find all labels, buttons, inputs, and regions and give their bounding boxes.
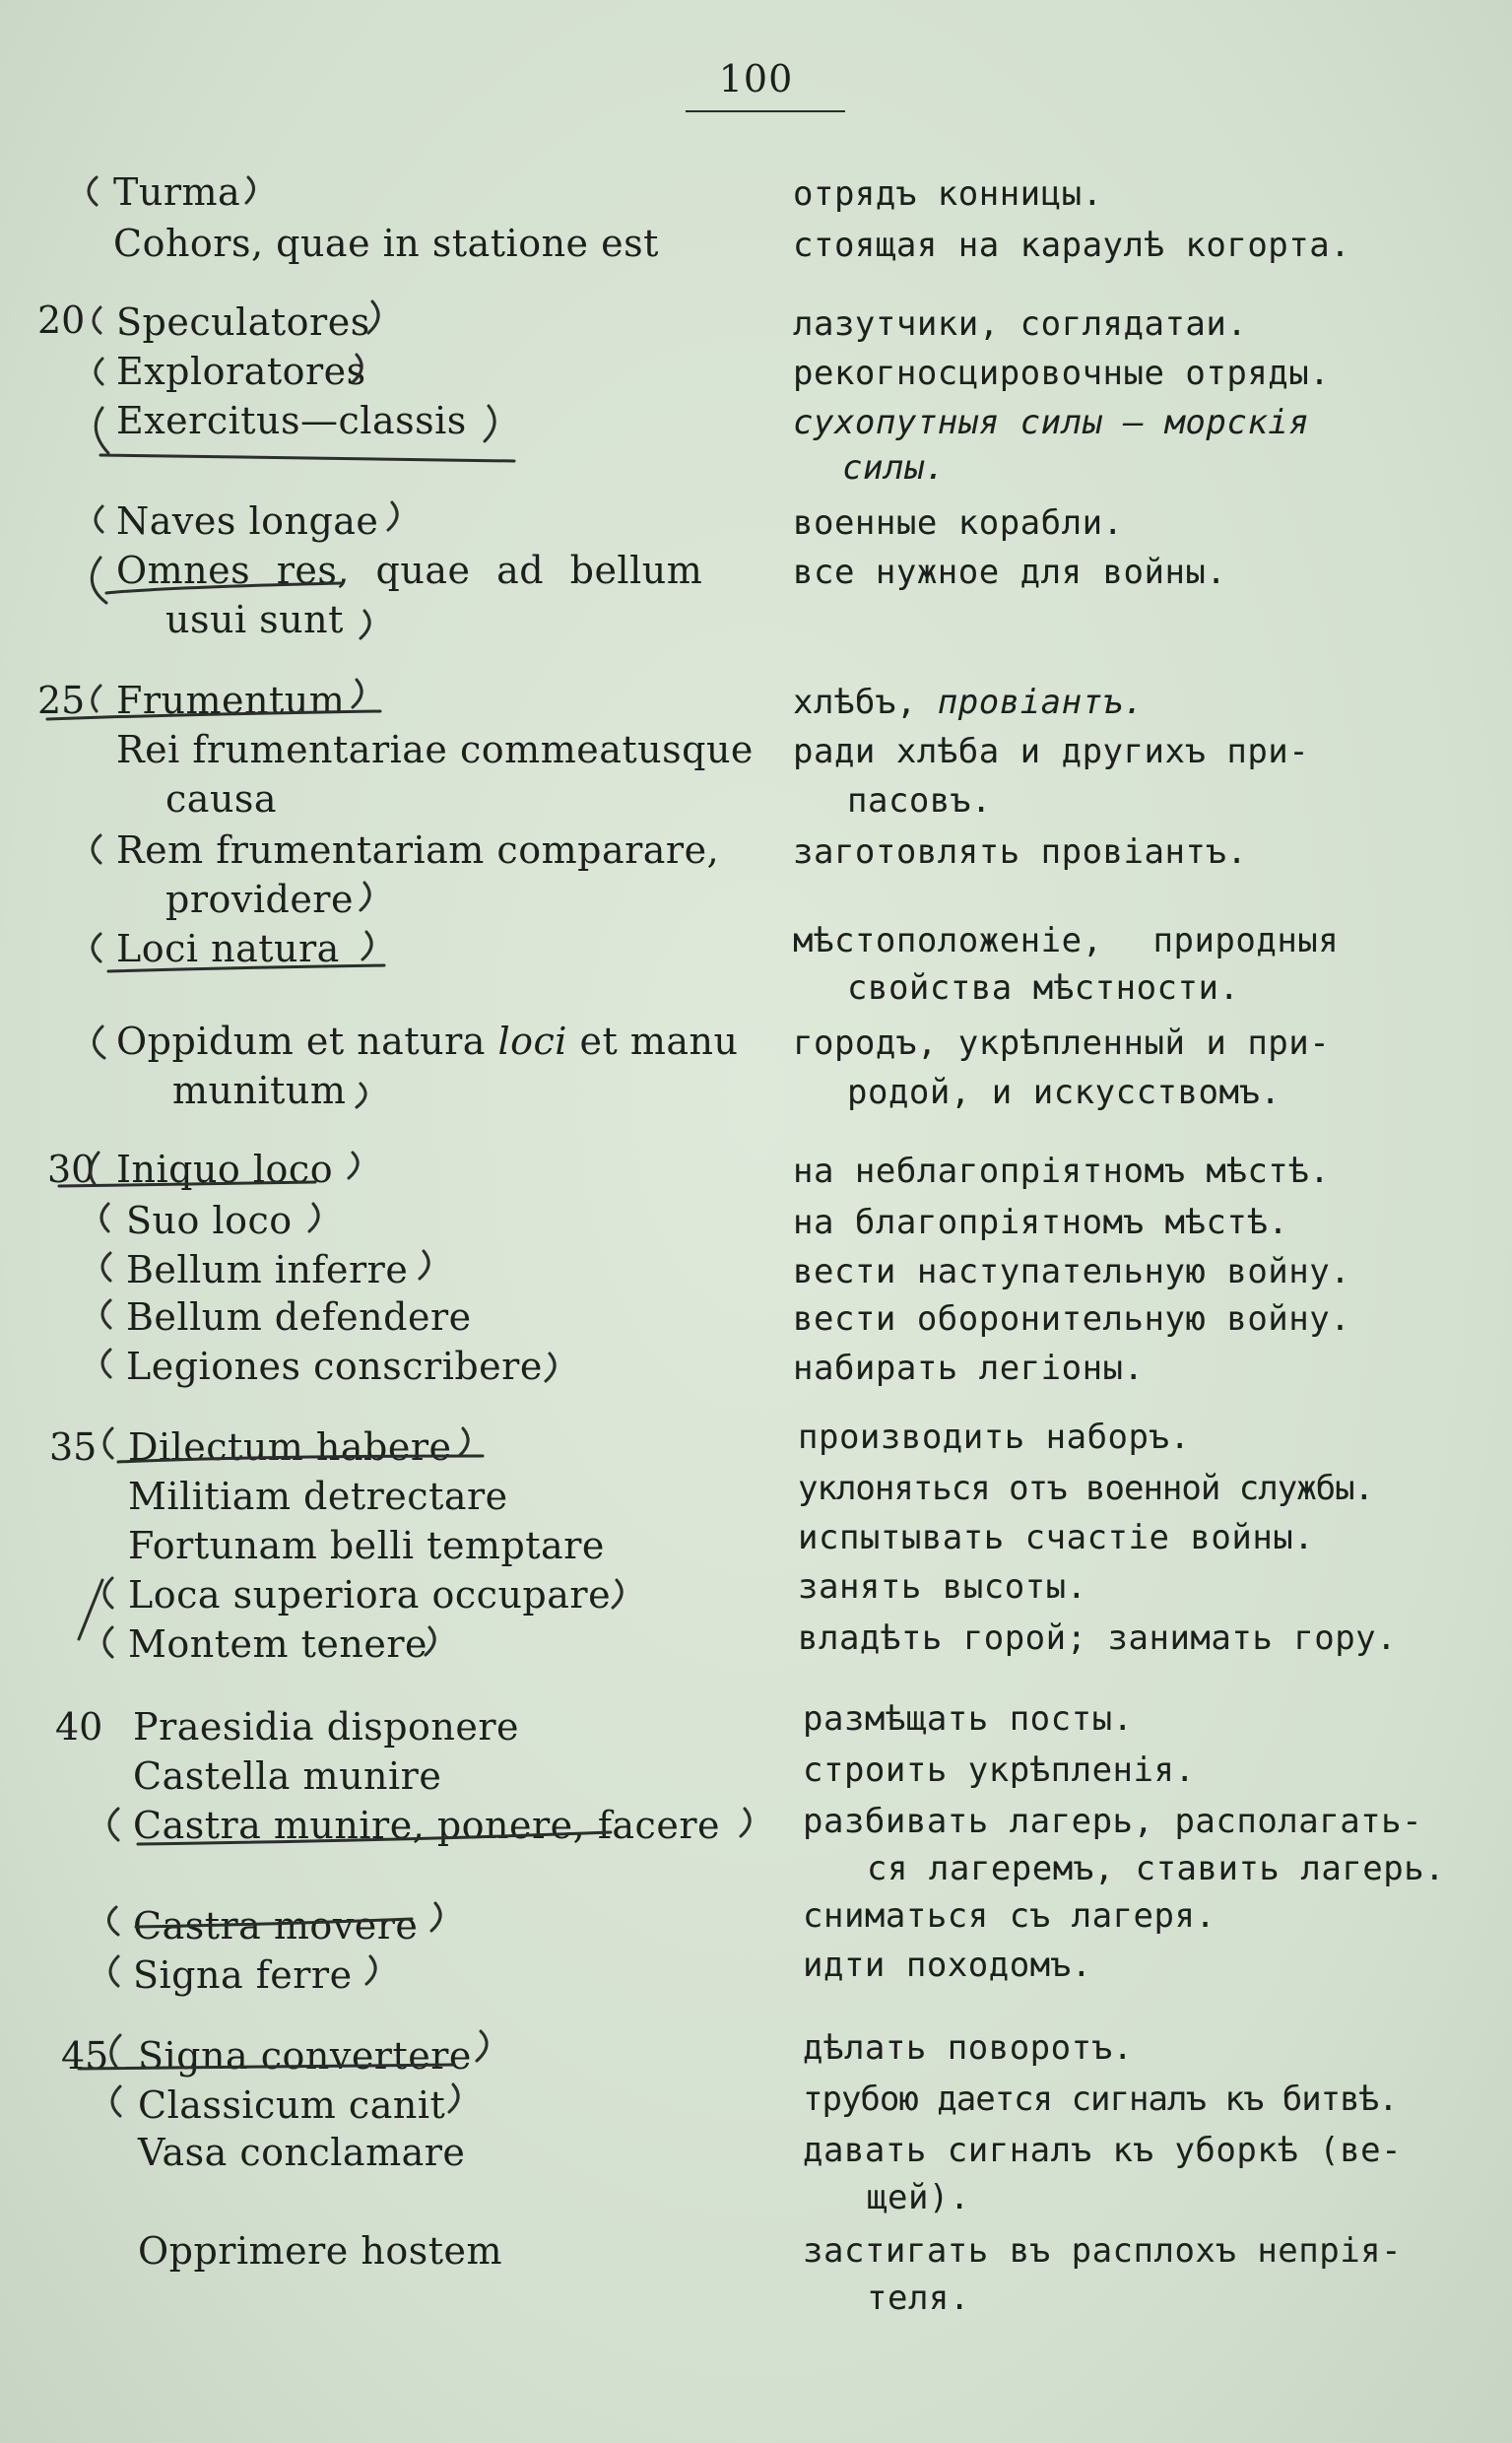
russian-translation: вести наступательную войну. [793,1252,1351,1291]
latin-term: Omnes res, quae ad bellum [116,549,703,592]
latin-term: Loci natura [116,927,340,970]
latin-term: Iniquo loco [116,1148,334,1191]
russian-translation-cont: свойства мѣстности. [847,968,1240,1008]
latin-part: et manu [566,1020,739,1063]
latin-term: Suo loco [126,1199,293,1242]
line-number: 20 [37,298,86,342]
page-number: 100 [718,57,794,100]
russian-translation: на неблагопріятномъ мѣстѣ. [793,1152,1331,1191]
russian-translation: набирать легіоны. [793,1349,1145,1388]
russian-translation: дѣлать поворотъ. [803,2028,1134,2068]
latin-term: Vasa conclamare [138,2131,466,2174]
russian-translation: отрядъ конницы. [793,174,1103,214]
russian-translation: давать сигналъ къ уборкѣ (ве- [803,2131,1403,2170]
header-rule [686,110,845,112]
russian-translation: идти походомъ. [803,1946,1092,1985]
latin-term: Rem frumentariam comparare, [116,828,720,872]
latin-italic-part: loci [497,1020,567,1063]
latin-term: Exercitus—classis [116,399,467,442]
line-number: 45 [61,2034,109,2078]
russian-translation-cont: теля. [867,2278,970,2318]
latin-part: Oppidum et natura [116,1020,498,1063]
russian-translation: строить укрѣпленія. [803,1750,1196,1790]
latin-term: Classicum canit [138,2083,446,2127]
russian-translation: разбивать лагерь, располагать- [803,1802,1423,1841]
russian-translation: сухопутныя силы — морскія [793,403,1310,442]
line-number: 25 [37,679,86,722]
latin-term: Bellum inferre [126,1248,409,1291]
russian-translation: размѣщать посты. [803,1699,1134,1739]
russian-translation: испытывать счастіе войны. [798,1518,1315,1557]
latin-term: Bellum defendere [126,1295,472,1339]
latin-term: Rei frumentariae commeatusque [116,728,754,771]
latin-term: Castra munire, ponere, facere [133,1804,720,1847]
latin-term: Signa convertere [138,2034,472,2078]
russian-translation: владѣть горой; занимать гору. [798,1618,1398,1658]
russian-translation: заготовлять провіантъ. [793,832,1248,872]
latin-term: Frumentum [116,679,346,722]
russian-translation: все нужное для войны. [793,553,1227,592]
latin-term: Exploratores [116,350,366,393]
latin-term-cont: usui sunt [165,598,344,641]
russian-translation: занять высоты. [798,1567,1087,1607]
latin-term: Signa ferre [133,1953,353,1997]
latin-term: Legiones conscribere [126,1345,543,1388]
russian-translation-cont: ся лагеремъ, ставить лагерь. [867,1849,1446,1888]
latin-term: Castra movere [133,1904,419,1948]
translation-part: хлѣбъ, [793,683,938,722]
latin-term: Castella munire [133,1754,442,1798]
latin-term: Speculatores [116,300,370,344]
russian-translation: сниматься съ лагеря. [803,1896,1216,1936]
russian-translation: городъ, укрѣпленный и при- [793,1023,1331,1063]
latin-term: Turma [113,170,241,214]
russian-translation: трубою дается сигналъ къ битвѣ. [803,2080,1398,2119]
russian-translation: застигать въ расплохъ непрія- [803,2231,1403,2271]
russian-translation: вести оборонительную войну. [793,1299,1351,1339]
russian-translation: ради хлѣба и другихъ при- [793,732,1310,771]
russian-translation-cont: родой, и искусствомъ. [847,1073,1282,1112]
latin-term-cont: causa [165,777,278,821]
russian-translation: военные корабли. [793,503,1124,543]
russian-translation: мѣстоположеніе, природныя [793,921,1340,960]
latin-term: Naves longae [116,499,379,543]
russian-translation: производить наборъ. [798,1418,1191,1457]
russian-translation-cont: силы. [842,448,946,488]
line-number: 40 [55,1705,103,1749]
russian-translation-cont: пасовъ. [847,781,992,821]
line-number: 30 [47,1148,96,1191]
latin-term [116,1019,739,1064]
line-number: 35 [49,1425,98,1469]
latin-term: Praesidia disponere [133,1705,520,1749]
latin-term: Fortunam belli temptare [128,1524,605,1567]
latin-term: Montem tenere [128,1622,428,1666]
russian-translation-cont: щей). [867,2178,970,2217]
russian-translation: лазутчики, соглядатаи. [793,304,1248,344]
russian-translation: рекогносцировочные отряды. [793,354,1331,393]
russian-translation: уклоняться отъ военной службы. [798,1469,1374,1508]
russian-translation: стоящая на караулѣ когорта. [793,226,1351,265]
latin-term: Loca superiora occupare [128,1573,612,1617]
translation-italic-part: провіантъ. [937,683,1145,722]
latin-term-cont: providere [165,878,354,921]
latin-term: Opprimere hostem [138,2229,503,2273]
russian-translation: на благопріятномъ мѣстѣ. [793,1203,1289,1242]
latin-term: Cohors, quae in statione est [113,222,659,265]
latin-term: Dilectum habere [128,1425,452,1469]
latin-term: Militiam detrectare [128,1475,508,1518]
russian-translation [793,680,1145,725]
latin-term-cont: munitum [172,1069,347,1112]
